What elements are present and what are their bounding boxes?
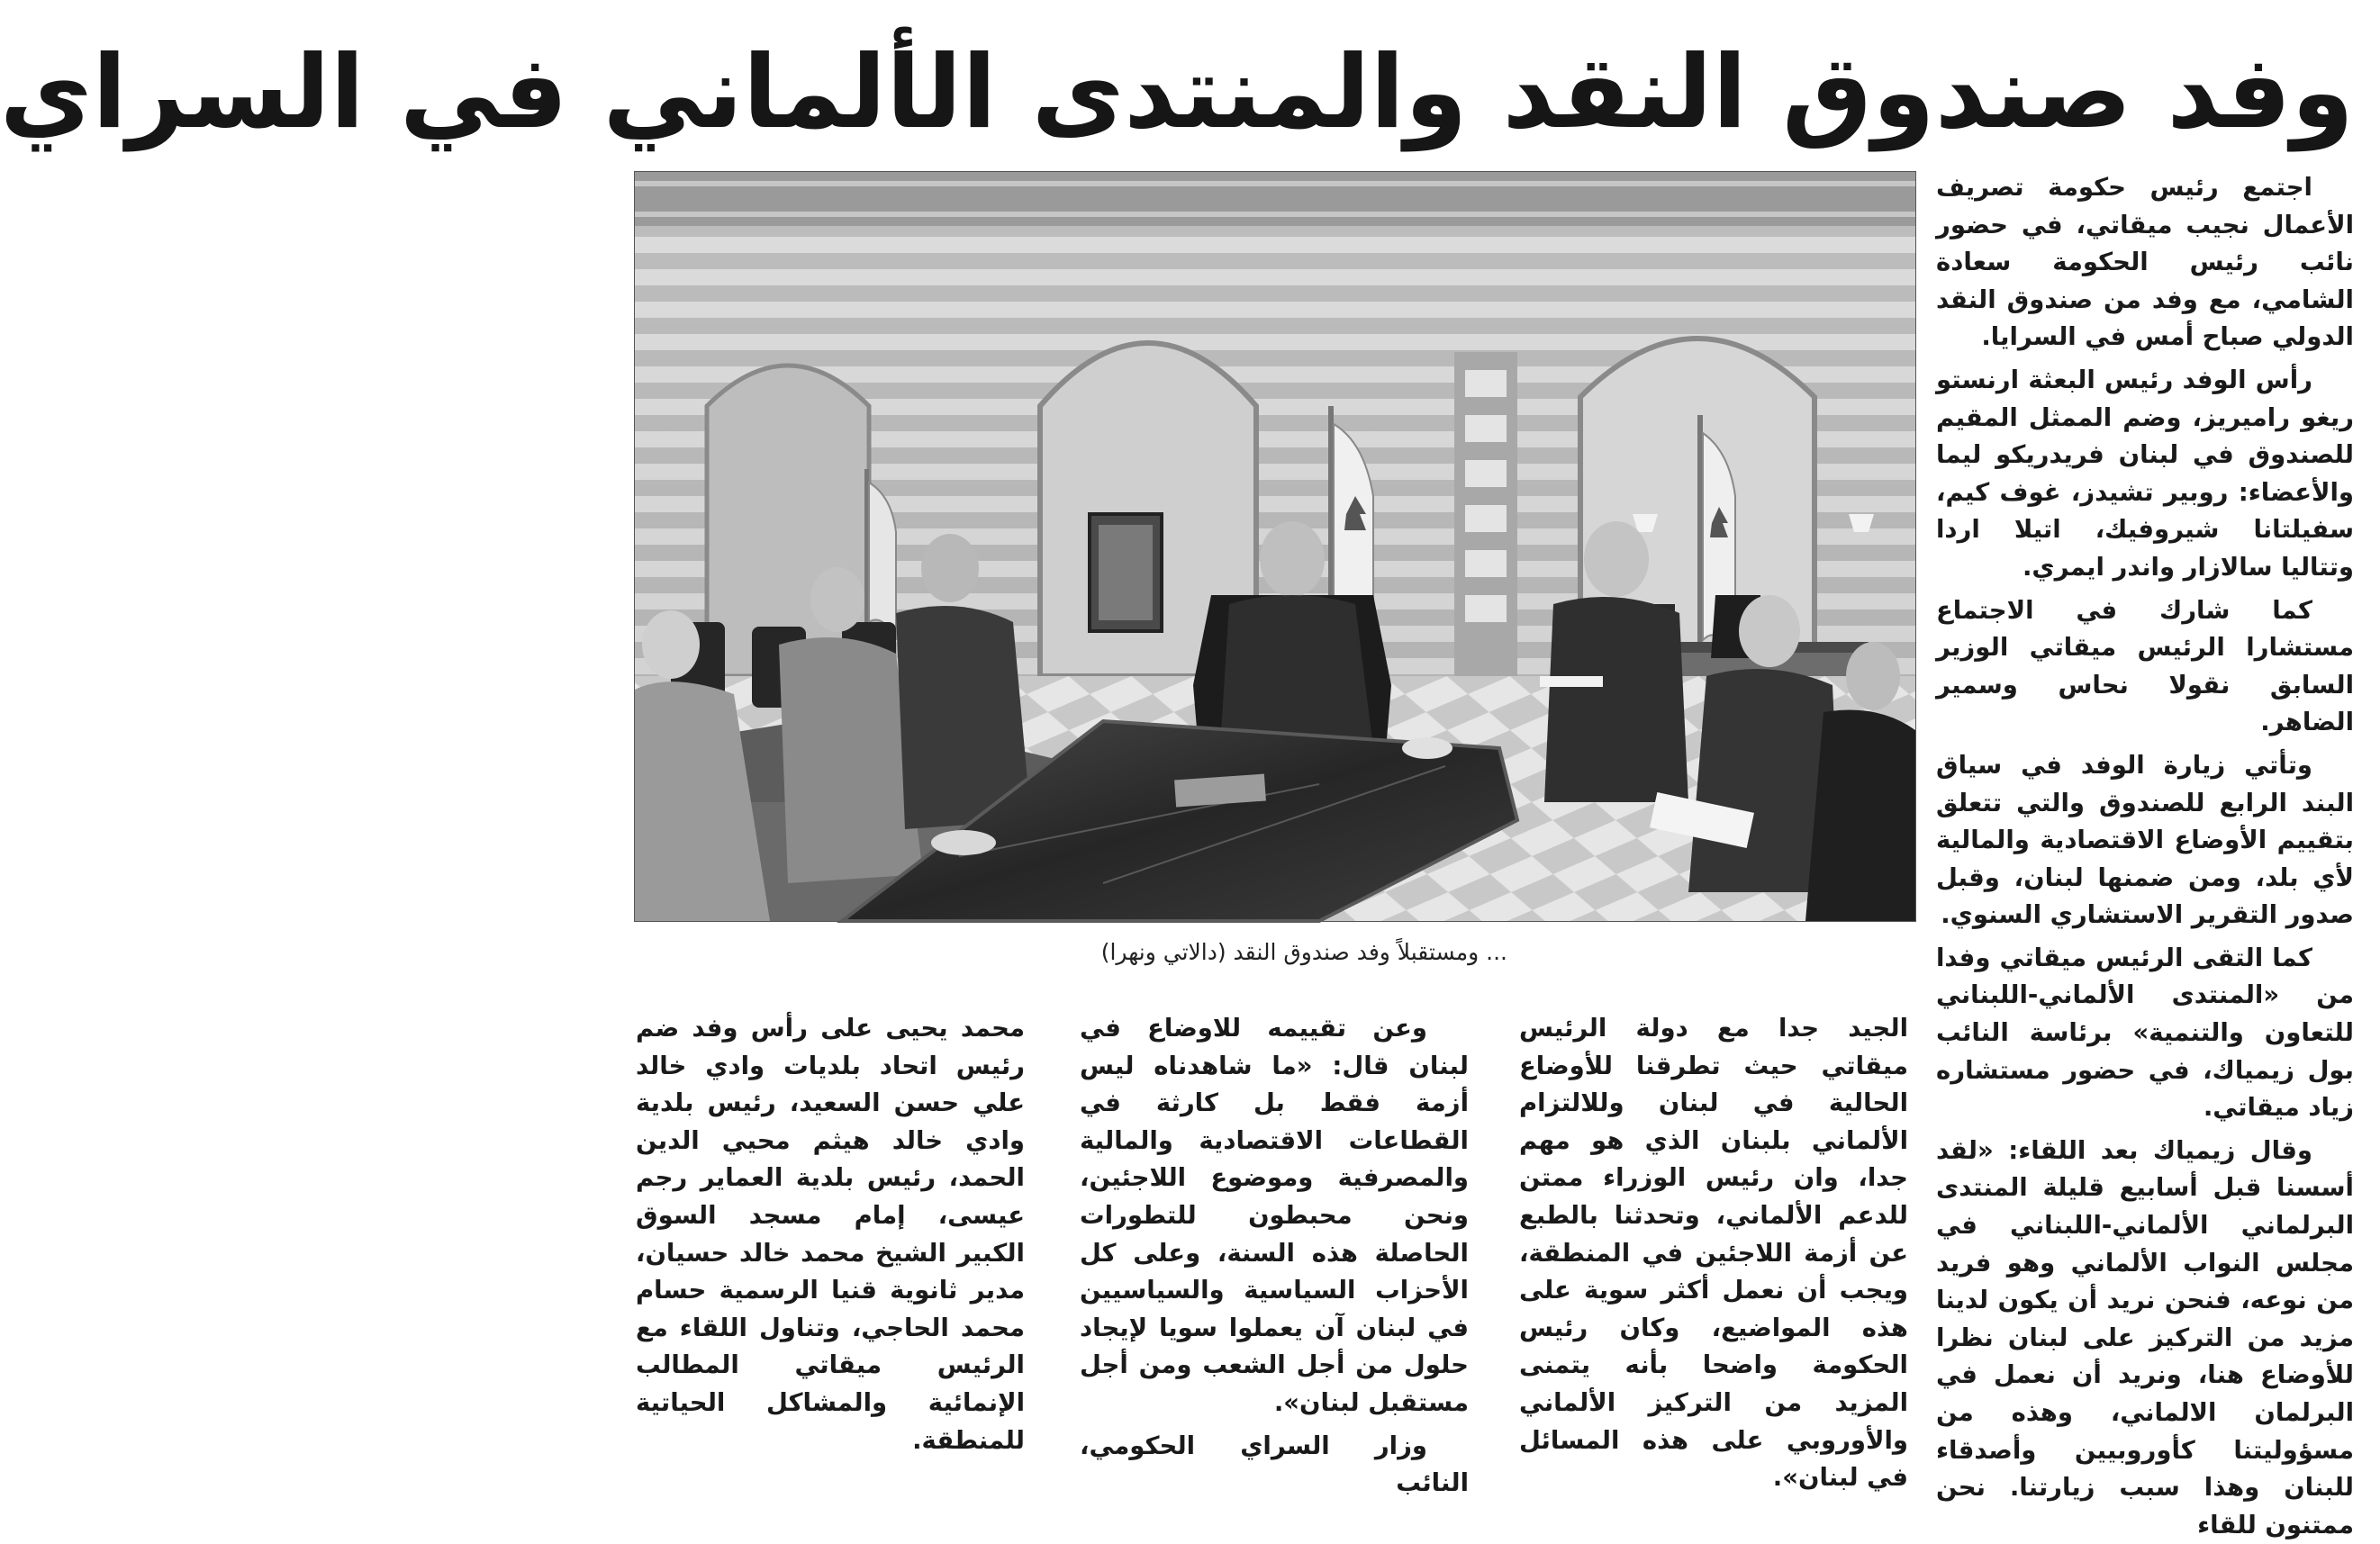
article-column-b3 (636, 1010, 1025, 1455)
paragraph: محمد يحيى على رأس وفد ضم رئيس اتحاد بلديات وادي خالد علي حسن السعيد، رئيس بلدية وادي خالد هيثم محيي الدين الحمد، رئيس بلدية العماير رجم عيسى، إمام مسجد السوق الكبير الشيخ محمد خالد حسيان، مدير ثانوية قنيا الرسمية حسام محمد الحاجي، وتناول اللقاء مع الرئيس ميقاتي المطالب الإنمائية والمشاكل الحياتية للمنطقة. (636, 1014, 1025, 1455)
paragraph: وزار السراي الحكومي، النائب (1080, 1431, 1469, 1498)
article-column-b2 (1080, 1010, 1469, 1498)
paragraph: وتأتي زيارة الوفد في سياق البند الرابع للصندوق والتي تتعلق بتقييم الأوضاع الاقتصادية والمالية لأي بلد، ومن ضمنها لبنان، وقبل صدور التقرير الاستشاري السنوي. (1936, 750, 2354, 930)
paragraph: وعن تقييمه للاوضاع في لبنان قال: «ما شاهدناه ليس أزمة فقط بل كارثة في القطاعات الاقتصادية والمالية والمصرفية وموضوع اللاجئين، ونحن محبطون للتطورات الحاصلة هذه السنة، وعلى كل الأحزاب السياسية والسياسيين في لبنان آن يعملوا سويا لإيجاد حلول من أجل الشعب ومن أجل مستقبل لبنان». (1080, 1014, 1469, 1417)
article-column-right (1936, 169, 2354, 1539)
news-photo (634, 171, 1916, 922)
article-column-b1 (1519, 1010, 1908, 1493)
page-title: وفد صندوق النقد والمنتدى الألماني في السراي (0, 34, 2354, 151)
paragraph: الجيد جدا مع دولة الرئيس ميقاتي حيث تطرقنا للأوضاع الحالية في لبنان وللالتزام الألماني بلبنان الذي هو مهم جدا، وان رئيس الوزراء ممتن للدعم الألماني، وتحدثنا بالطبع عن أزمة اللاجئين في المنطقة، ويجب أن نعمل أكثر سوية على هذه المواضيع، وكان رئيس الحكومة واضحا بأنه يتمنى المزيد من التركيز الألماني والأوروبي على هذه المسائل في لبنان». (1519, 1014, 1908, 1493)
paragraph: وقال زيمياك بعد اللقاء: «لقد أسسنا قبل أسابيع قليلة المنتدى البرلماني الألماني-اللبناني في مجلس النواب الألماني وهو فريد من نوعه، فنحن نريد أن يكون لدينا مزيد من التركيز على لبنان نظرا للأوضاع هنا، ونريد أن نعمل في البرلمان الالماني، وهذه من مسؤوليتنا كأوروبيين وأصدقاء للبنان وهذا سبب زيارتنا. نحن ممتنون للقاء (1936, 1135, 2354, 1539)
photo-caption: ... ومستقبلاً وفد صندوق النقد (دالاتي ونهرا) (1100, 939, 1507, 965)
paragraph: كما التقى الرئيس ميقاتي وفدا من «المنتدى الألماني-اللبناني للتعاون والتنمية» برئاسة النائب بول زيمياك، في حضور مستشاره زياد ميقاتي. (1936, 943, 2354, 1123)
paragraph: رأس الوفد رئيس البعثة ارنستو ريغو راميريز، وضم الممثل المقيم للصندوق في لبنان فريدريكو ليما والأعضاء: روبير تشيدز، غوف كيم، سفيلتانا شيروفيك، اتيلا اردا وتتاليا سالازار واندر ايمري. (1936, 365, 2354, 582)
paragraph: كما شارك في الاجتماع مستشارا الرئيس ميقاتي الوزير السابق نقولا نحاس وسمير الضاهر. (1936, 595, 2354, 737)
paragraph: اجتمع رئيس حكومة تصريف الأعمال نجيب ميقاتي، في حضور نائب رئيس الحكومة سعادة الشامي، مع وفد من صندوق النقد الدولي صباح أمس في السرايا. (1936, 173, 2354, 352)
